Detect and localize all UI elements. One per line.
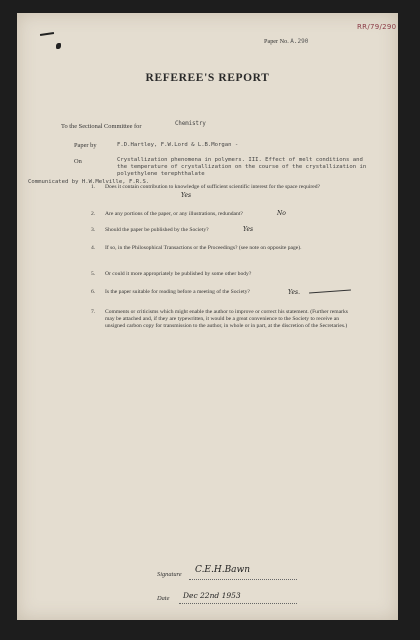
question-number: 6. [91,289,96,295]
paper-number [264,38,308,45]
page-title: REFEREE'S REPORT [145,72,270,84]
question-2 [91,211,353,218]
signature-label: Signature [157,571,182,578]
question-number: 7. [91,309,96,315]
to-committee-label: To the Sectional Committee for [61,123,142,130]
pen-blot-mark [56,43,61,49]
date-line [179,603,297,604]
question-text: Are any portions of the paper, or any illustrations, redundant? [105,211,243,217]
question-1 [91,184,353,191]
date-value: Dec 22nd 1953 [183,591,241,600]
on-label: On [74,158,82,165]
question-number: 3. [91,227,96,233]
signature-line [189,579,297,580]
question-7 [91,309,353,331]
paper-by-label: Paper by [74,142,97,149]
question-number: 2. [91,211,96,217]
question-text: Comments or criticisms which might enable the author to improve or correct his statement. (Further remarks may be attached and, if they are typewritten, it would be a great convenience to the Society to receive an unsigned carbon copy for transmission to the author, in whole or in part, at the discretion of the Secretaries.) [105,309,348,330]
to-committee-value: Chemistry [175,121,206,127]
question-text: Does it contain contribution to knowledge of sufficient scientific interest for the space required? [105,184,321,190]
paper-by-value: F.D.Hartley, F.W.Lord & L.B.Morgan - [117,142,239,148]
paper-number-value: A.290 [290,38,309,45]
signature-value: C.E.H.Bawn [195,565,251,575]
paper-number-label: Paper No. [264,38,289,45]
report-sheet [17,13,398,620]
answer-2: No [277,210,286,217]
question-4 [91,245,353,252]
answer-3: Yes [243,226,254,233]
question-number: 5. [91,271,96,277]
date-label: Date [157,595,170,602]
communicated-by: Communicated by H.W.Melville, F.R.S. [28,179,150,185]
on-line-3: polyethylene terephthalate [117,171,205,177]
question-text: Should the paper be published by the Society? [105,227,209,233]
question-number: 4. [91,245,96,251]
pen-dash-mark [40,32,54,36]
question-text: Is the paper suitable for reading before a meeting of the Society? [105,289,250,295]
archive-reference: RR/79/290 [357,23,397,31]
question-3 [91,227,353,234]
question-number: 1. [91,184,96,190]
question-5 [91,271,353,278]
answer-6: Yes. [288,289,300,296]
on-line-1: Crystallization phenomena in polymers. III. Effect of melt conditions and [117,157,363,163]
on-line-2: the temperature of crystallization on the course of the crystallization in [117,164,367,170]
question-text: If so, in the Philosophical Transactions or the Proceedings? (see note on opposite page). [105,245,302,251]
answer-1: Yes [181,192,192,199]
question-text: Or could it more appropriately be published by some other body? [105,271,252,277]
